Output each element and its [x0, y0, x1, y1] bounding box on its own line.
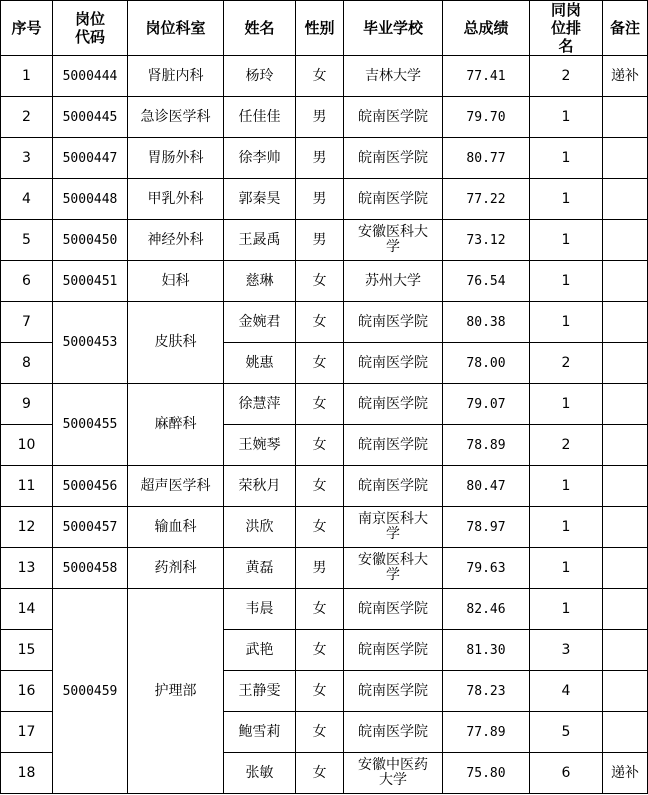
cell-gender: 女: [296, 384, 344, 425]
cell-school: 皖南医学院: [344, 466, 443, 507]
cell-score: 80.38: [443, 302, 530, 343]
cell-name: 荣秋月: [224, 466, 296, 507]
cell-score: 77.41: [443, 56, 530, 97]
cell-score: 80.47: [443, 466, 530, 507]
cell-score: 76.54: [443, 261, 530, 302]
cell-school-text: 安徽医科大学: [358, 552, 428, 583]
table-row: [1, 466, 648, 507]
cell-score: 78.89: [443, 425, 530, 466]
cell-rank: 2: [530, 343, 603, 384]
cell-gender: 女: [296, 56, 344, 97]
table-row: [1, 179, 648, 220]
cell-rank: 5: [530, 712, 603, 753]
cell-note: [603, 589, 648, 630]
cell-dept: 妇科: [128, 261, 224, 302]
cell-dept: 皮肤科: [128, 302, 224, 384]
cell-dept: 超声医学科: [128, 466, 224, 507]
cell-dept: 药剂科: [128, 548, 224, 589]
cell-code: 5000453: [53, 302, 128, 384]
cell-rank: 1: [530, 466, 603, 507]
cell-score: 77.89: [443, 712, 530, 753]
table-row: [1, 548, 648, 589]
cell-code: 5000447: [53, 138, 128, 179]
cell-name: 杨玲: [224, 56, 296, 97]
cell-rank: 1: [530, 261, 603, 302]
cell-gender: 女: [296, 753, 344, 794]
cell-score: 78.00: [443, 343, 530, 384]
cell-seq: 14: [1, 589, 53, 630]
cell-gender: 女: [296, 712, 344, 753]
cell-school: 皖南医学院: [344, 179, 443, 220]
cell-school: 皖南医学院: [344, 712, 443, 753]
cell-name: 洪欣: [224, 507, 296, 548]
cell-school: 皖南医学院: [344, 343, 443, 384]
cell-code: 5000456: [53, 466, 128, 507]
header-school: 毕业学校: [344, 1, 443, 56]
cell-gender: 女: [296, 466, 344, 507]
cell-rank: 3: [530, 630, 603, 671]
header-note: 备注: [603, 1, 648, 56]
cell-seq: 6: [1, 261, 53, 302]
cell-rank: 1: [530, 507, 603, 548]
header-gender: 性别: [296, 1, 344, 56]
header-score: 总成绩: [443, 1, 530, 56]
cell-gender: 女: [296, 589, 344, 630]
table-row: [1, 302, 648, 343]
cell-school: [344, 753, 443, 794]
cell-name: 任佳佳: [224, 97, 296, 138]
cell-score: 79.07: [443, 384, 530, 425]
cell-rank: 1: [530, 302, 603, 343]
table-row: [1, 507, 648, 548]
cell-note: [603, 630, 648, 671]
cell-code: 5000448: [53, 179, 128, 220]
cell-seq: 5: [1, 220, 53, 261]
cell-name: 韦晨: [224, 589, 296, 630]
cell-dept: 肾脏内科: [128, 56, 224, 97]
cell-school: 皖南医学院: [344, 302, 443, 343]
cell-school: [344, 548, 443, 589]
cell-score: 75.80: [443, 753, 530, 794]
cell-seq: 3: [1, 138, 53, 179]
table-row: [1, 261, 648, 302]
cell-seq: 10: [1, 425, 53, 466]
cell-rank: 1: [530, 384, 603, 425]
cell-school: [344, 220, 443, 261]
cell-code: 5000457: [53, 507, 128, 548]
table-row: [1, 384, 648, 425]
cell-score: 78.23: [443, 671, 530, 712]
cell-school-text: 安徽中医药大学: [358, 757, 428, 788]
cell-seq: 4: [1, 179, 53, 220]
cell-school: 皖南医学院: [344, 589, 443, 630]
header-code-label: 岗位代码: [74, 10, 105, 46]
cell-name: 慈琳: [224, 261, 296, 302]
cell-gender: 男: [296, 220, 344, 261]
cell-seq: 13: [1, 548, 53, 589]
cell-code: 5000455: [53, 384, 128, 466]
cell-seq: 11: [1, 466, 53, 507]
cell-dept: 麻醉科: [128, 384, 224, 466]
cell-name: 徐慧萍: [224, 384, 296, 425]
cell-name: 王静雯: [224, 671, 296, 712]
cell-school: 皖南医学院: [344, 384, 443, 425]
cell-school: 皖南医学院: [344, 425, 443, 466]
table-row: [1, 220, 648, 261]
cell-rank: 4: [530, 671, 603, 712]
cell-code: 5000444: [53, 56, 128, 97]
cell-name: 鲍雪莉: [224, 712, 296, 753]
cell-rank: 1: [530, 138, 603, 179]
cell-name: 王婉琴: [224, 425, 296, 466]
cell-seq: 15: [1, 630, 53, 671]
header-row: [1, 1, 648, 56]
cell-code: 5000458: [53, 548, 128, 589]
table-row: [1, 97, 648, 138]
cell-code: 5000450: [53, 220, 128, 261]
cell-gender: 女: [296, 507, 344, 548]
cell-name: 金婉君: [224, 302, 296, 343]
cell-dept: 输血科: [128, 507, 224, 548]
cell-dept: 胃肠外科: [128, 138, 224, 179]
cell-school: [344, 507, 443, 548]
cell-note: [603, 138, 648, 179]
cell-gender: 女: [296, 425, 344, 466]
cell-note: [603, 548, 648, 589]
cell-score: 79.63: [443, 548, 530, 589]
header-dept: 岗位科室: [128, 1, 224, 56]
cell-rank: 2: [530, 425, 603, 466]
header-seq: 序号: [1, 1, 53, 56]
cell-rank: 1: [530, 548, 603, 589]
cell-gender: 女: [296, 671, 344, 712]
cell-note: [603, 466, 648, 507]
cell-school-text: 安徽医科大学: [358, 224, 428, 255]
cell-gender: 女: [296, 630, 344, 671]
cell-school: 皖南医学院: [344, 630, 443, 671]
cell-rank: 1: [530, 97, 603, 138]
cell-note: [603, 712, 648, 753]
cell-note: [603, 261, 648, 302]
cell-gender: 男: [296, 179, 344, 220]
cell-seq: 7: [1, 302, 53, 343]
cell-note: [603, 384, 648, 425]
cell-note: 递补: [603, 56, 648, 97]
cell-gender: 男: [296, 138, 344, 179]
table-row: [1, 56, 648, 97]
cell-rank: 6: [530, 753, 603, 794]
cell-name: 张敏: [224, 753, 296, 794]
cell-dept: 甲乳外科: [128, 179, 224, 220]
cell-note: 递补: [603, 753, 648, 794]
cell-school: 苏州大学: [344, 261, 443, 302]
table-row: [1, 138, 648, 179]
cell-school: 皖南医学院: [344, 97, 443, 138]
cell-name: 郭秦昊: [224, 179, 296, 220]
cell-score: 78.97: [443, 507, 530, 548]
cell-note: [603, 425, 648, 466]
cell-school: 吉林大学: [344, 56, 443, 97]
cell-school: 皖南医学院: [344, 138, 443, 179]
cell-code: 5000451: [53, 261, 128, 302]
cell-school: 皖南医学院: [344, 671, 443, 712]
cell-rank: 2: [530, 56, 603, 97]
cell-gender: 女: [296, 343, 344, 384]
cell-gender: 男: [296, 97, 344, 138]
table-row: [1, 589, 648, 630]
cell-seq: 18: [1, 753, 53, 794]
cell-note: [603, 97, 648, 138]
header-code: [53, 1, 128, 56]
cell-dept: 急诊医学科: [128, 97, 224, 138]
cell-dept: 神经外科: [128, 220, 224, 261]
cell-name: 徐李帅: [224, 138, 296, 179]
cell-seq: 9: [1, 384, 53, 425]
cell-gender: 男: [296, 548, 344, 589]
cell-score: 77.22: [443, 179, 530, 220]
cell-name: 黄磊: [224, 548, 296, 589]
header-rank-label: 同岗位排名: [550, 1, 581, 55]
cell-gender: 女: [296, 261, 344, 302]
cell-seq: 17: [1, 712, 53, 753]
cell-name: 武艳: [224, 630, 296, 671]
cell-dept: 护理部: [128, 589, 224, 794]
cell-note: [603, 343, 648, 384]
cell-gender: 女: [296, 302, 344, 343]
cell-score: 81.30: [443, 630, 530, 671]
cell-note: [603, 507, 648, 548]
cell-note: [603, 671, 648, 712]
cell-seq: 1: [1, 56, 53, 97]
cell-score: 79.70: [443, 97, 530, 138]
cell-score: 82.46: [443, 589, 530, 630]
cell-seq: 8: [1, 343, 53, 384]
cell-name: 姚惠: [224, 343, 296, 384]
cell-rank: 1: [530, 179, 603, 220]
cell-score: 73.12: [443, 220, 530, 261]
cell-seq: 16: [1, 671, 53, 712]
cell-note: [603, 179, 648, 220]
cell-code: 5000445: [53, 97, 128, 138]
cell-score: 80.77: [443, 138, 530, 179]
cell-rank: 1: [530, 589, 603, 630]
header-rank: [530, 1, 603, 56]
cell-seq: 2: [1, 97, 53, 138]
cell-code: 5000459: [53, 589, 128, 794]
cell-name: 王晸禹: [224, 220, 296, 261]
cell-school-text: 南京医科大学: [358, 511, 428, 542]
cell-seq: 12: [1, 507, 53, 548]
cell-note: [603, 220, 648, 261]
cell-note: [603, 302, 648, 343]
header-name: 姓名: [224, 1, 296, 56]
cell-rank: 1: [530, 220, 603, 261]
